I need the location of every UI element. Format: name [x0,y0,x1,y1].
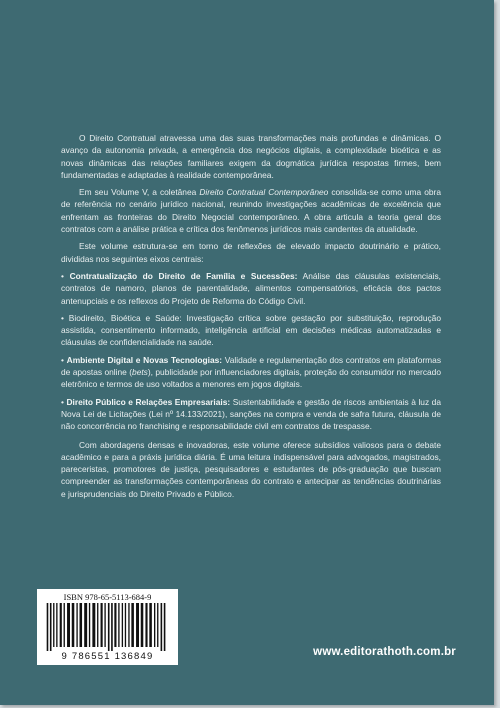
paragraph-closing: Com abordagens densas e inovadoras, este volume oferece subsídios valiosos para o debate acadêmico e para a práxis jurídica diária. É uma leitura indispensável para advogados, magistrados, pareceristas, promotores de justiça, pesquisadores e estudantes de pós-graduação que buscam compreender as transformações contemporâneas do contrato e antecipar as tendências doutrinárias e jurisprudenciais do Direito Privado e Público. [61,439,441,499]
paragraph-structure: Este volume estrutura-se em torno de reflexões de elevado impacto doutrinário e prático, divididas nos seguintes eixos centrais: [61,241,441,264]
axis-item [61,312,441,349]
barcode-bar [154,603,155,647]
barcode-bar [164,603,166,651]
paragraph-intro: O Direito Contratual atravessa uma das suas transformações mais profundas e dinâmicas. O avanço da autonomia privada, a emergência dos negócios digitais, a complexidade bioética e as novas dinâmicas das relações familiares exigem da dogmática jurídica respostas firmes, bem fundamentadas e adaptadas à realidade contemporânea. [61,133,441,180]
axis-text: Validade e regulamentação dos contratos em plataformas de apostas online ( [61,354,442,378]
barcode-bar [84,603,87,647]
barcode-bar [161,603,163,651]
axis-heading: Contratualização do Direito de Família e Sucessões: [69,270,298,281]
book-title: Direito Contratual Contemporâneo [199,187,329,198]
axis-item [61,396,441,433]
barcode-bar [76,603,77,647]
axis-heading: Ambiente Digital e Novas Tecnologias: [66,354,223,365]
axis-item [61,270,441,307]
axis-item [61,354,441,391]
barcode-bar [92,603,95,647]
barcode-bar [118,603,119,647]
barcode-bar [122,603,123,647]
bullet-marker: • [61,270,64,281]
publisher-website: www.editorathoth.com.br [313,646,456,658]
barcode-bar [104,603,105,647]
barcode-bar [125,603,126,647]
barcode-bar [72,603,75,647]
axis-text: Análise das cláusulas existenciais, contratos de namoro, planos de parentalidade, alimentos compensatórios, eficácia dos pactos antenupciais e os reflexos do Projeto de Reforma do Código Civil. [61,270,441,306]
isbn-label: ISBN 978-65-5113-684-9 [63,592,152,602]
barcode-bar [128,603,129,647]
axis-text: ), publicidade por influenciadores digitais, proteção do consumidor no mercado eletrônico e termos de uso voltados a menores em jogos digitais. [61,367,441,390]
bullet-marker: • [61,396,64,407]
barcode-bar [64,603,65,647]
barcode-bar [145,603,147,647]
paragraph-volume-end: consolida-se como uma obra de referência no cenário jurídico nacional, reunindo investigações acadêmicas de excelência que enfrentam as fronteiras do Direito Negocial contemporâneo. A obra articula a teoria geral dos contratos com a análise prática e crítica dos fenômenos jurídicos mais candentes da atualidade. [61,187,441,235]
paragraph-volume [61,186,441,235]
isbn-digits: 9 786551 136849 [61,651,154,662]
barcode-icon [44,603,171,651]
axes-list [61,270,441,433]
axis-heading: Direito Público e Relações Empresariais: [66,396,231,407]
barcode-bar [60,603,62,647]
barcode-bar [157,603,158,647]
barcode-bar [67,603,70,647]
isbn-barcode-box [37,589,178,665]
barcode-bar [56,603,57,647]
barcode-bar [80,603,83,647]
barcode-bar [136,603,139,647]
barcode-bar [101,603,103,647]
barcode-bar [50,603,52,651]
barcode-bar [97,603,98,647]
barcode-bar [47,603,49,651]
bullet-marker: • [61,312,64,323]
bullet-marker: • [61,354,64,365]
barcode-bar [131,603,134,647]
barcode-bar [111,603,113,651]
barcode-bar [53,603,54,647]
barcode-bar [114,603,116,647]
barcode-bar [108,603,110,651]
axis-text: Sustentabilidade e gestão de riscos ambientais à luz da Nova Lei de Licitações (Lei nº 14.133/2021), sanções na compra e venda de safra futura, cláusula de não concorrência no franchising e responsabilidade civil em contratos de trespasse. [61,396,441,432]
paragraph-volume-start: Em seu Volume V, a coletânea [79,187,200,198]
axis-text-italic: bets [132,367,148,378]
synopsis-text [61,132,441,505]
axis-text: Biodireito, Bioética e Saúde: Investigação crítica sobre gestação por substituição, reprodução assistida, consentimento informado, inteligência artificial em decisões médicas automatizadas e cláusulas de confidencialidade na saúde. [61,312,441,348]
barcode-bar [149,603,152,647]
barcode-bar [141,603,144,647]
barcode-bar [89,603,90,647]
